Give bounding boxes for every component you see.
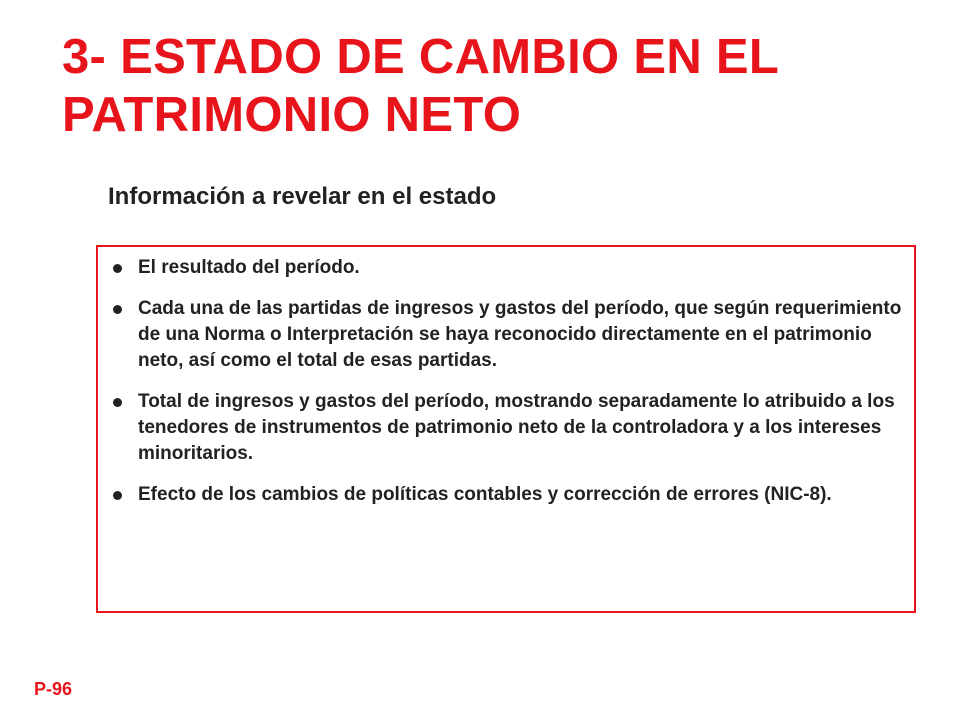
disclosure-list: [110, 255, 910, 523]
bullet-dot-icon: [113, 398, 122, 407]
list-item: [110, 296, 910, 374]
bullet-dot-icon: [113, 491, 122, 500]
list-item: [110, 482, 910, 508]
slide-title: [62, 28, 922, 144]
section-subtitle: Información a revelar en el estado: [108, 183, 497, 210]
list-item-text: Efecto de los cambios de políticas contables y corrección de errores (NIC-8).: [138, 484, 832, 505]
list-item: [110, 255, 910, 281]
slide-title-line-2: PATRIMONIO NETO: [62, 88, 522, 142]
slide-title-line-1: 3- ESTADO DE CAMBIO EN EL: [62, 30, 780, 84]
page-reference: P-96: [34, 679, 73, 699]
list-item: [110, 389, 910, 467]
bullet-dot-icon: [113, 264, 122, 273]
list-item-text: El resultado del período.: [138, 257, 360, 278]
list-item-text: Total de ingresos y gastos del período, mostrando separadamente lo atribuido a los tenedores de instrumentos de patrimonio neto de la controladora y a los intereses minoritarios.: [138, 391, 895, 464]
bullet-dot-icon: [113, 305, 122, 314]
disclosure-list-box: [96, 245, 916, 613]
list-item-text: Cada una de las partidas de ingresos y gastos del período, que según requerimiento de una Norma o Interpretación se haya reconocido directamente en el patrimonio neto, así como el total de esas partidas.: [138, 298, 902, 371]
